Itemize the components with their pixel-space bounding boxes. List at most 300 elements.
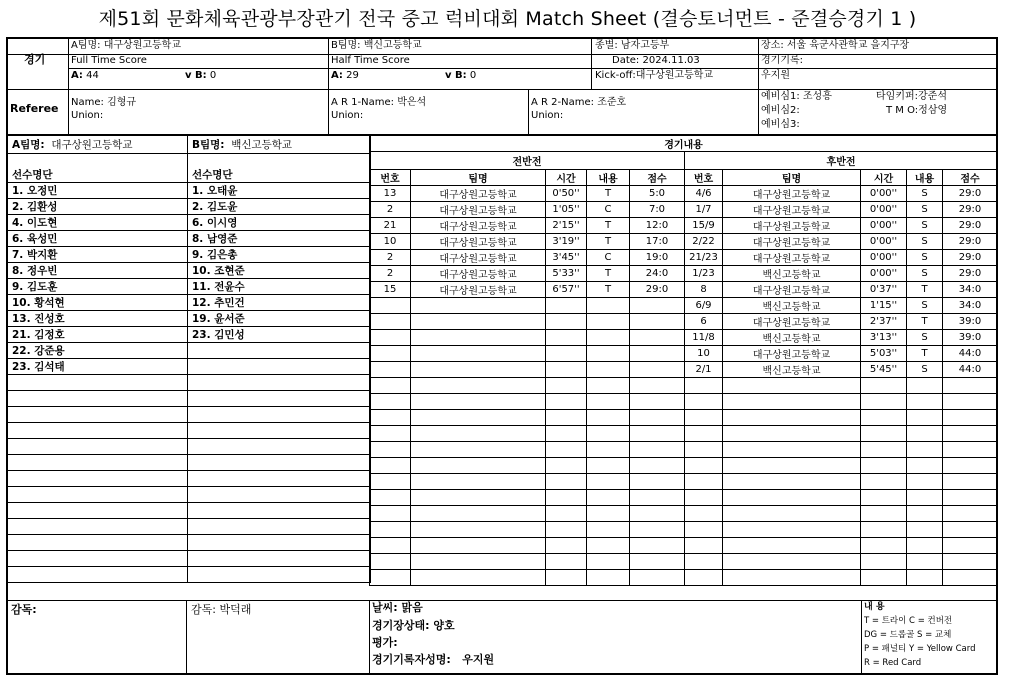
roster-a-player [8,455,188,471]
first-half-cell [370,490,411,506]
second-half-cell [723,490,861,506]
category-label: 종별: [595,40,618,51]
first-half-cell [630,554,685,570]
first-half-cell [546,442,587,458]
match-row [370,186,998,202]
first-half-cell: 2 [370,202,411,218]
second-half-cell: 39:0 [943,314,998,330]
second-half-cell: S [907,330,943,346]
roster-a-player [8,391,188,407]
second-half-cell [861,506,907,522]
roster-a-player [8,471,188,487]
second-half-cell [907,570,943,586]
record-value: 우지원 [761,70,790,81]
first-half-cell [587,346,630,362]
roster-row [8,407,371,423]
roster-row [8,183,371,199]
second-half-cell: T [907,346,943,362]
second-half-cell [685,506,723,522]
first-half-cell: T [587,266,630,282]
roster-a-player [8,423,188,439]
roster-a-player [8,487,188,503]
roster-row [8,327,371,343]
second-half-cell [723,458,861,474]
first-half-cell [587,554,630,570]
second-half-cell [907,378,943,394]
match-row [370,250,998,266]
team-b-label: B팀명: [331,40,361,51]
roster-a-team: 대구상원고등학교 [51,139,133,151]
roster-a-player [8,535,188,551]
second-half-cell: 29:0 [943,266,998,282]
roster-a-player: 1. 오정민 [8,183,188,199]
first-half-cell: 5'33'' [546,266,587,282]
first-half-cell [370,474,411,490]
roster-a-player: 2. 김환성 [8,199,188,215]
first-half-cell [411,474,546,490]
first-half-cell [370,554,411,570]
tmo: T M O:정삼영 [886,105,948,116]
first-half-cell: 대구상원고등학교 [411,218,546,234]
column-header: 번호 [685,170,723,186]
roster-a-player [8,551,188,567]
second-half-cell [861,522,907,538]
column-header: 내용 [587,170,630,186]
roster-a-player: 22. 강준용 [8,343,188,359]
second-half-cell: 8 [685,282,723,298]
first-half-cell [411,570,546,586]
roster-b-header: 선수명단 [188,167,371,183]
second-half-cell: S [907,234,943,250]
first-half-cell [370,298,411,314]
second-half-cell [943,570,998,586]
second-half-cell: 34:0 [943,282,998,298]
reserve-referee-2: 예비심2: [761,105,800,116]
second-half-cell: 1/23 [685,266,723,282]
second-half-cell: S [907,202,943,218]
roster-row [8,343,371,359]
second-half-cell: 0'37'' [861,282,907,298]
first-half-cell [411,522,546,538]
first-half-cell [370,442,411,458]
roster-b-player [188,519,371,535]
second-half-cell [685,538,723,554]
roster-row [8,247,371,263]
roster-row [8,423,371,439]
first-half-cell: 대구상원고등학교 [411,186,546,202]
ar1-name: 박은석 [397,97,427,108]
second-half-cell [685,554,723,570]
coach-a-label: 감독: [11,603,37,616]
roster-row [8,231,371,247]
second-half-cell [907,458,943,474]
second-half-cell [943,442,998,458]
second-half-cell [685,442,723,458]
second-half-cell: 29:0 [943,202,998,218]
match-content-title: 경기내용 [370,136,998,152]
second-half-header: 후반전 [685,152,998,170]
second-half-cell: 대구상원고등학교 [723,346,861,362]
second-half-cell [861,538,907,554]
first-half-cell [546,314,587,330]
second-half-cell: 대구상원고등학교 [723,314,861,330]
roster-b-player: 23. 김민성 [188,327,371,343]
first-half-cell: 3'45'' [546,250,587,266]
legend-title: 내 용 [864,602,885,612]
second-half-cell: 3'13'' [861,330,907,346]
match-row [370,506,998,522]
second-half-cell: S [907,298,943,314]
second-half-cell: S [907,266,943,282]
roster-b-player [188,503,371,519]
match-row [370,522,998,538]
roster-a-player: 9. 김도훈 [8,279,188,295]
date-label: Date: [612,55,640,66]
first-half-cell [546,410,587,426]
roster-a-player: 7. 박지환 [8,247,188,263]
second-half-cell: T [907,314,943,330]
second-half-cell: 대구상원고등학교 [723,186,861,202]
first-half-cell: 대구상원고등학교 [411,266,546,282]
first-half-cell: 2 [370,266,411,282]
roster-b-player: 2. 김도윤 [188,199,371,215]
second-half-cell [861,394,907,410]
column-header: 시간 [861,170,907,186]
first-half-cell: 대구상원고등학교 [411,202,546,218]
roster-a-player [8,503,188,519]
first-half-cell [630,362,685,378]
match-row [370,314,998,330]
match-row [370,218,998,234]
second-half-cell [723,410,861,426]
timekeeper: 타임키퍼:강준석 [876,91,947,102]
second-half-cell [861,442,907,458]
match-row [370,330,998,346]
match-row [370,490,998,506]
legend-item: T = 트라이 C = 컨버전 [864,616,953,626]
first-half-cell: 10 [370,234,411,250]
match-row [370,234,998,250]
match-row [370,442,998,458]
second-half-cell [685,522,723,538]
roster-row [8,199,371,215]
first-half-cell: 대구상원고등학교 [411,234,546,250]
ft-b-label: v B: [185,70,207,81]
match-row [370,394,998,410]
ar2-name: 조준호 [597,97,627,108]
roster-row [8,519,371,535]
roster-a-player [8,375,188,391]
roster-table [7,135,371,583]
legend-item: P = 패널티 Y = Yellow Card [864,644,976,654]
second-half-cell: 2'37'' [861,314,907,330]
second-half-cell: 0'00'' [861,234,907,250]
match-row [370,458,998,474]
recorder-label: 경기기록자성명: [372,653,451,666]
first-half-cell: 대구상원고등학교 [411,250,546,266]
second-half-cell: 0'00'' [861,218,907,234]
second-half-cell: 21/23 [685,250,723,266]
first-half-cell [630,298,685,314]
reserve-referee-3: 예비심3: [761,119,800,130]
team-a-name: 대구상원고등학교 [103,40,181,51]
match-row [370,570,998,586]
date-value: 2024.11.03 [642,55,700,66]
first-half-cell [587,458,630,474]
second-half-cell [907,474,943,490]
first-half-cell [411,378,546,394]
roster-b-player: 8. 남영준 [188,231,371,247]
first-half-cell [370,378,411,394]
match-sheet [6,37,998,675]
first-half-cell [587,522,630,538]
second-half-cell [943,474,998,490]
second-half-cell [943,522,998,538]
match-row [370,362,998,378]
first-half-cell: 1'05'' [546,202,587,218]
second-half-cell [943,394,998,410]
column-header: 점수 [630,170,685,186]
roster-row [8,295,371,311]
roster-a-player: 8. 정우빈 [8,263,188,279]
second-half-cell [907,554,943,570]
half-time-label: Half Time Score [331,55,410,66]
second-half-cell [943,554,998,570]
second-half-cell: 6/9 [685,298,723,314]
second-half-cell [943,538,998,554]
roster-row [8,263,371,279]
second-half-cell: 대구상원고등학교 [723,218,861,234]
match-row [370,410,998,426]
first-half-cell [546,394,587,410]
roster-row [8,391,371,407]
ht-b-score: 0 [469,70,477,81]
column-header: 번호 [370,170,411,186]
first-half-cell [370,538,411,554]
second-half-cell: T [907,282,943,298]
full-time-label: Full Time Score [71,55,147,66]
second-half-cell [723,442,861,458]
roster-row [8,455,371,471]
first-half-cell [587,538,630,554]
second-half-cell: 5'45'' [861,362,907,378]
second-half-cell: 0'00'' [861,186,907,202]
second-half-cell [723,378,861,394]
ar1-union-label: Union: [331,110,364,121]
second-half-cell [861,458,907,474]
roster-b-player [188,551,371,567]
first-half-cell [587,410,630,426]
second-half-cell [861,426,907,442]
referee-label: Referee [10,102,59,115]
match-content-table [369,135,998,586]
first-half-header: 전반전 [370,152,685,170]
first-half-cell: 0'50'' [546,186,587,202]
roster-row [8,471,371,487]
first-half-cell [370,426,411,442]
roster-a-player: 6. 육성민 [8,231,188,247]
roster-row [8,311,371,327]
second-half-cell: 대구상원고등학교 [723,250,861,266]
reserve-referee-1: 예비심1: 조성흥 [761,91,832,102]
first-half-cell [630,330,685,346]
roster-a-label: A팀명: [12,139,45,151]
first-half-cell [411,362,546,378]
second-half-cell: S [907,186,943,202]
second-half-cell [861,378,907,394]
first-half-cell: 12:0 [630,218,685,234]
first-half-cell [411,538,546,554]
team-a-label: A팀명: [71,40,101,51]
second-half-cell [907,394,943,410]
second-half-cell: 대구상원고등학교 [723,282,861,298]
second-half-cell: 5'03'' [861,346,907,362]
roster-a-player [8,407,188,423]
first-half-cell: 3'19'' [546,234,587,250]
first-half-cell [587,570,630,586]
second-half-cell: 39:0 [943,330,998,346]
roster-row [8,215,371,231]
second-half-cell [907,538,943,554]
second-half-cell [685,490,723,506]
first-half-cell [546,298,587,314]
second-half-cell: 백신고등학교 [723,362,861,378]
recorder-name: 우지원 [462,653,495,666]
first-half-cell [587,442,630,458]
first-half-cell: C [587,250,630,266]
second-half-cell [685,458,723,474]
first-half-cell: 15 [370,282,411,298]
second-half-cell: 29:0 [943,234,998,250]
second-half-cell: 4/6 [685,186,723,202]
weather: 날씨: 맑음 [372,601,423,614]
first-half-cell: 2 [370,250,411,266]
second-half-cell: 44:0 [943,346,998,362]
match-row [370,298,998,314]
first-half-cell [587,330,630,346]
column-header: 팀명 [723,170,861,186]
second-half-cell [723,394,861,410]
column-header: 내용 [907,170,943,186]
first-half-cell: 대구상원고등학교 [411,282,546,298]
first-half-cell [630,570,685,586]
first-half-cell [546,474,587,490]
roster-a-player: 13. 진성호 [8,311,188,327]
first-half-cell [370,506,411,522]
second-half-cell [861,570,907,586]
first-half-cell [630,426,685,442]
legend-item: DG = 드롭골 S = 교체 [864,630,952,640]
first-half-cell: 5:0 [630,186,685,202]
match-row [370,282,998,298]
first-half-cell [370,330,411,346]
first-half-cell [411,346,546,362]
ht-b-label: v B: [445,70,467,81]
first-half-cell: C [587,202,630,218]
first-half-cell: 19:0 [630,250,685,266]
first-half-cell [411,426,546,442]
roster-row [8,279,371,295]
roster-b-label: B팀명: [192,139,225,151]
roster-row [8,359,371,375]
first-half-cell [587,474,630,490]
category-value: 남자고등부 [620,40,670,51]
first-half-cell [411,314,546,330]
first-half-cell [630,458,685,474]
second-half-cell: 백신고등학교 [723,266,861,282]
coach-b-label: 감독: [191,603,216,616]
first-half-cell [546,538,587,554]
referee-name: 김형규 [107,97,137,108]
roster-b-player [188,455,371,471]
sheet-title: 제51회 문화체육관광부장관기 전국 중고 럭비대회 Match Sheet (결승토너먼트 - 준결승경기 1 ) [98,8,917,30]
ar1-label: A R 1-Name: [331,97,394,108]
roster-a-player [8,439,188,455]
game-label: 경기 [24,53,46,66]
column-header: 시간 [546,170,587,186]
roster-b-player: 10. 조현준 [188,263,371,279]
first-half-cell [411,506,546,522]
first-half-cell [546,458,587,474]
second-half-cell [943,378,998,394]
first-half-cell: 24:0 [630,266,685,282]
roster-b-player [188,359,371,375]
second-half-cell: 0'00'' [861,202,907,218]
roster-a-player [8,519,188,535]
first-half-cell: 17:0 [630,234,685,250]
first-half-cell [587,394,630,410]
roster-row [8,567,371,583]
legend-item: R = Red Card [864,658,922,668]
ar2-union-label: Union: [531,110,564,121]
roster-a-player [8,567,188,583]
roster-b-player [188,535,371,551]
first-half-cell [411,442,546,458]
second-half-cell [943,506,998,522]
evaluation: 평가: [372,636,398,649]
first-half-cell: T [587,186,630,202]
first-half-cell [630,394,685,410]
first-half-cell [370,362,411,378]
first-half-cell [546,490,587,506]
first-half-cell [630,442,685,458]
first-half-cell [546,378,587,394]
roster-a-player: 4. 이도현 [8,215,188,231]
ht-a-score: 29 [346,70,359,81]
ft-b-score: 0 [209,70,217,81]
second-half-cell [943,410,998,426]
second-half-cell [723,570,861,586]
roster-b-player: 6. 이시영 [188,215,371,231]
first-half-cell [630,490,685,506]
second-half-cell: 2/22 [685,234,723,250]
referee-union-label: Union: [71,110,104,121]
second-half-cell [943,458,998,474]
first-half-cell: 6'57'' [546,282,587,298]
roster-b-player: 11. 전윤수 [188,279,371,295]
second-half-cell [943,426,998,442]
second-half-cell: S [907,362,943,378]
match-row [370,426,998,442]
venue-label: 장소: [761,40,784,51]
match-row [370,474,998,490]
first-half-cell [587,314,630,330]
roster-b-player [188,439,371,455]
roster-a-header: 선수명단 [8,167,188,183]
first-half-cell [587,298,630,314]
second-half-cell [907,522,943,538]
second-half-cell: 0'00'' [861,266,907,282]
